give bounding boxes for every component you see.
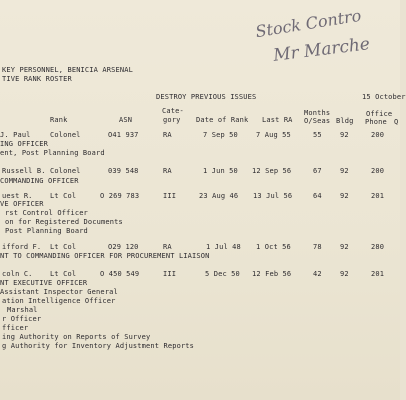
officer-bldg: 92 <box>340 270 349 278</box>
duty-line: Assistant Inspector General <box>0 288 118 296</box>
duty-line: ation Intelligence Officer <box>2 297 116 305</box>
header-extra: Q <box>394 118 399 126</box>
duty-line: fficer <box>2 324 29 332</box>
officer-bldg: 92 <box>340 243 349 251</box>
officer-rank: Lt Col <box>50 243 77 251</box>
officer-asn: O41 937 <box>108 131 139 139</box>
header-office-2: Phone <box>365 118 387 126</box>
header-category-1: Cate- <box>162 107 184 115</box>
header-months-1: Months <box>304 109 331 117</box>
header-rank: Rank <box>50 116 68 124</box>
header-asn: ASN <box>119 116 133 124</box>
officer-asn: O 269 783 <box>100 192 140 200</box>
officer-last-ra: 7 Aug 55 <box>256 131 291 139</box>
officer-rank: Lt Col <box>50 270 77 278</box>
officer-months: 55 <box>313 131 322 139</box>
handwritten-note-line2: Mr Marche <box>272 34 371 66</box>
officer-asn: O 450 549 <box>100 270 140 278</box>
duty-line: COMMANDING OFFICER <box>0 177 79 185</box>
duty-line: ent, Post Planning Board <box>0 149 105 157</box>
officer-category: III <box>163 270 177 278</box>
officer-asn: O29 120 <box>108 243 139 251</box>
officer-last-ra: 1 Oct 56 <box>256 243 291 251</box>
officer-date-of-rank: 1 Jun 50 <box>203 167 238 175</box>
officer-last-ra: 13 Jul 56 <box>253 192 293 200</box>
officer-date-of-rank: 1 Jul 48 <box>206 243 241 251</box>
duty-line: r Officer <box>2 315 42 323</box>
duty-line: Marshal <box>7 306 38 314</box>
officer-rank: Colonel <box>50 131 81 139</box>
officer-name: Russell B. <box>2 167 46 175</box>
document-title: KEY PERSONNEL, BENICIA ARSENAL <box>2 66 133 74</box>
header-bldg: Bldg <box>336 117 354 125</box>
officer-asn: 039 548 <box>108 167 139 175</box>
duty-line: NT EXECUTIVE OFFICER <box>0 279 88 287</box>
officer-last-ra: 12 Feb 56 <box>252 270 292 278</box>
officer-months: 67 <box>313 167 322 175</box>
officer-phone: 280 <box>371 243 385 251</box>
officer-date-of-rank: 7 Sep 50 <box>203 131 238 139</box>
header-months-2: O/Seas <box>304 117 331 125</box>
officer-bldg: 92 <box>340 192 349 200</box>
officer-months: 78 <box>313 243 322 251</box>
document-date: 15 October <box>362 93 406 101</box>
officer-date-of-rank: 5 Dec 50 <box>205 270 240 278</box>
header-last-ra: Last RA <box>262 116 293 124</box>
officer-date-of-rank: 23 Aug 46 <box>199 192 239 200</box>
officer-name: uest R. <box>2 192 33 200</box>
officer-last-ra: 12 Sep 56 <box>252 167 292 175</box>
officer-bldg: 92 <box>340 167 349 175</box>
officer-phone: 201 <box>371 270 385 278</box>
table-row <box>0 131 400 143</box>
duty-line: ING OFFICER <box>0 140 49 148</box>
officer-name: J. Paul <box>0 131 31 139</box>
officer-category: RA <box>163 243 172 251</box>
officer-category: RA <box>163 167 172 175</box>
handwritten-note-line1: Stock Contro <box>254 5 363 42</box>
duty-line: VE OFFICER <box>0 200 44 208</box>
officer-name: coln C. <box>2 270 33 278</box>
officer-phone: 200 <box>371 167 385 175</box>
officer-bldg: 92 <box>340 131 349 139</box>
duty-line: rst Control Officer <box>5 209 88 217</box>
document-subtitle: TIVE RANK ROSTER <box>2 75 72 83</box>
officer-name: ifford F. <box>2 243 42 251</box>
duty-line: Post Planning Board <box>5 227 88 235</box>
officer-category: RA <box>163 131 172 139</box>
duty-line: ing Authority on Reports of Survey <box>2 333 151 341</box>
header-office-1: Office <box>366 110 393 118</box>
duty-line: NT TO COMMANDING OFFICER FOR PROCUREMENT LIAISON <box>0 252 210 260</box>
officer-months: 42 <box>313 270 322 278</box>
destroy-notice: DESTROY PREVIOUS ISSUES <box>156 93 257 101</box>
header-date-of-rank: Date of Rank <box>196 116 249 124</box>
officer-category: III <box>163 192 177 200</box>
officer-rank: Lt Col <box>50 192 77 200</box>
officer-phone: 201 <box>371 192 385 200</box>
duty-line: g Authority for Inventory Adjustment Reports <box>2 342 195 350</box>
header-category-2: gory <box>163 116 181 124</box>
officer-rank: Colonel <box>50 167 81 175</box>
duty-line: on for Registered Documents <box>5 218 123 226</box>
officer-months: 64 <box>313 192 322 200</box>
table-row <box>0 192 400 204</box>
officer-phone: 200 <box>371 131 385 139</box>
